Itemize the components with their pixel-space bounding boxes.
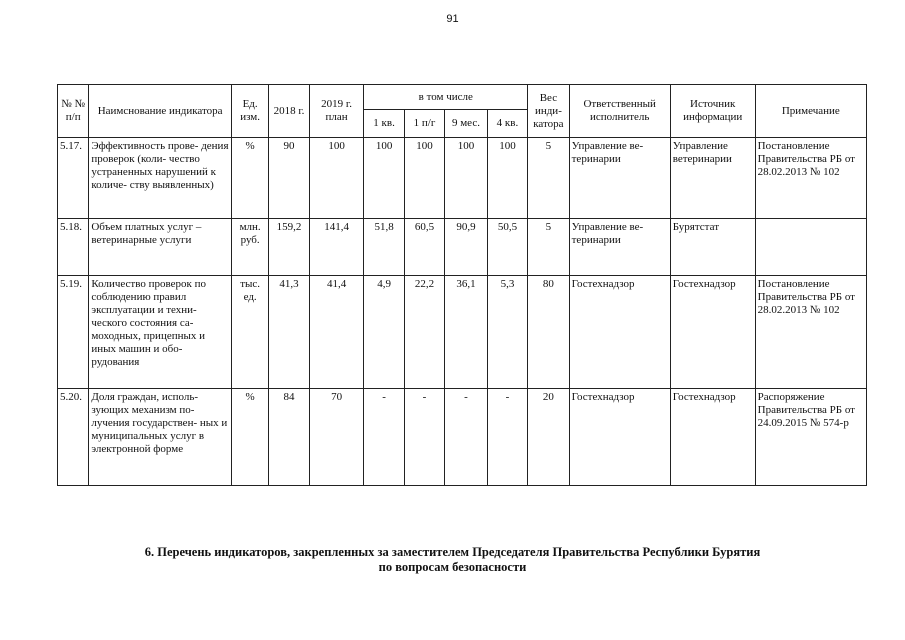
header-including: в том числе — [364, 85, 528, 110]
row-responsible: Гостехнадзор — [569, 276, 670, 389]
row-responsible: Управление ве- теринарии — [569, 219, 670, 276]
section-title-line-1: 6. Перечень индикаторов, закрепленных за заместителем Председателя Правительства Республики Бурятия — [144, 545, 761, 559]
row-responsible: Управление ве- теринарии — [569, 138, 670, 219]
row-q1: 51,8 — [364, 219, 404, 276]
row-h1: 60,5 — [404, 219, 444, 276]
row-note: Распоряжение Правительства РБ от 24.09.2015 № 574-р — [755, 389, 866, 486]
row-q4: - — [487, 389, 527, 486]
row-source: Управление ветеринарии — [670, 138, 755, 219]
header-unit: Ед. изм. — [231, 85, 268, 138]
row-q1: 100 — [364, 138, 404, 219]
header-2019: 2019 г. план — [309, 85, 364, 138]
table-row — [58, 276, 867, 389]
header-note: Примечание — [755, 85, 866, 138]
row-weight: 5 — [528, 219, 569, 276]
row-q4: 50,5 — [487, 219, 527, 276]
header-h1: 1 п/г — [404, 110, 444, 138]
row-q4: 100 — [487, 138, 527, 219]
row-2018: 84 — [269, 389, 309, 486]
row-q1: 4,9 — [364, 276, 404, 389]
header-responsible: Ответственный исполнитель — [569, 85, 670, 138]
row-name: Эффективность прове- дения проверок (коли- чество устраненных нарушений к количе- ству выявленных) — [89, 138, 232, 219]
indicators-table — [57, 84, 867, 486]
table-row — [58, 219, 867, 276]
row-q1: - — [364, 389, 404, 486]
row-h1: 22,2 — [404, 276, 444, 389]
row-unit: % — [231, 138, 268, 219]
row-num: 5.17. — [58, 138, 89, 219]
header-q1: 1 кв. — [364, 110, 404, 138]
row-2018: 41,3 — [269, 276, 309, 389]
row-unit: млн. руб. — [231, 219, 268, 276]
row-num: 5.19. — [58, 276, 89, 389]
row-weight: 5 — [528, 138, 569, 219]
header-q4: 4 кв. — [487, 110, 527, 138]
row-name: Объем платных услуг – ветеринарные услуги — [89, 219, 232, 276]
header-9m: 9 мес. — [445, 110, 487, 138]
header-weight: Вес инди- катора — [528, 85, 569, 138]
header-name: Наимснование индикатора — [89, 85, 232, 138]
row-num: 5.20. — [58, 389, 89, 486]
table-row — [58, 389, 867, 486]
header-num: № № п/п — [58, 85, 89, 138]
row-note: Постановление Правительства РБ от 28.02.2013 № 102 — [755, 138, 866, 219]
row-9m: 36,1 — [445, 276, 487, 389]
row-note — [755, 219, 866, 276]
row-9m: 90,9 — [445, 219, 487, 276]
row-source: Бурятстат — [670, 219, 755, 276]
header-2018: 2018 г. — [269, 85, 309, 138]
row-2018: 90 — [269, 138, 309, 219]
row-note: Постановление Правительства РБ от 28.02.2013 № 102 — [755, 276, 866, 389]
row-name: Количество проверок по соблюдению правил эксплуатации и техни- ческого состояния са- моходных, прицепных и иных машин и обо- рудования — [89, 276, 232, 389]
row-source: Гостехнадзор — [670, 276, 755, 389]
row-unit: тыс. ед. — [231, 276, 268, 389]
row-9m: - — [445, 389, 487, 486]
row-q4: 5,3 — [487, 276, 527, 389]
row-responsible: Гостехнадзор — [569, 389, 670, 486]
row-2019: 100 — [309, 138, 364, 219]
header-source: Источник информации — [670, 85, 755, 138]
row-weight: 80 — [528, 276, 569, 389]
row-h1: 100 — [404, 138, 444, 219]
row-h1: - — [404, 389, 444, 486]
row-source: Гостехнадзор — [670, 389, 755, 486]
section-title — [0, 545, 905, 575]
row-2019: 70 — [309, 389, 364, 486]
row-num: 5.18. — [58, 219, 89, 276]
row-2018: 159,2 — [269, 219, 309, 276]
row-2019: 41,4 — [309, 276, 364, 389]
row-9m: 100 — [445, 138, 487, 219]
table-row — [58, 138, 867, 219]
page-number: 91 — [446, 13, 459, 25]
row-2019: 141,4 — [309, 219, 364, 276]
row-name: Доля граждан, исполь- зующих механизм по- лучения государствен- ных и муниципальных услуг в электронной форме — [89, 389, 232, 486]
row-unit: % — [231, 389, 268, 486]
section-title-line-2: по вопросам безопасности — [378, 560, 527, 574]
row-weight: 20 — [528, 389, 569, 486]
